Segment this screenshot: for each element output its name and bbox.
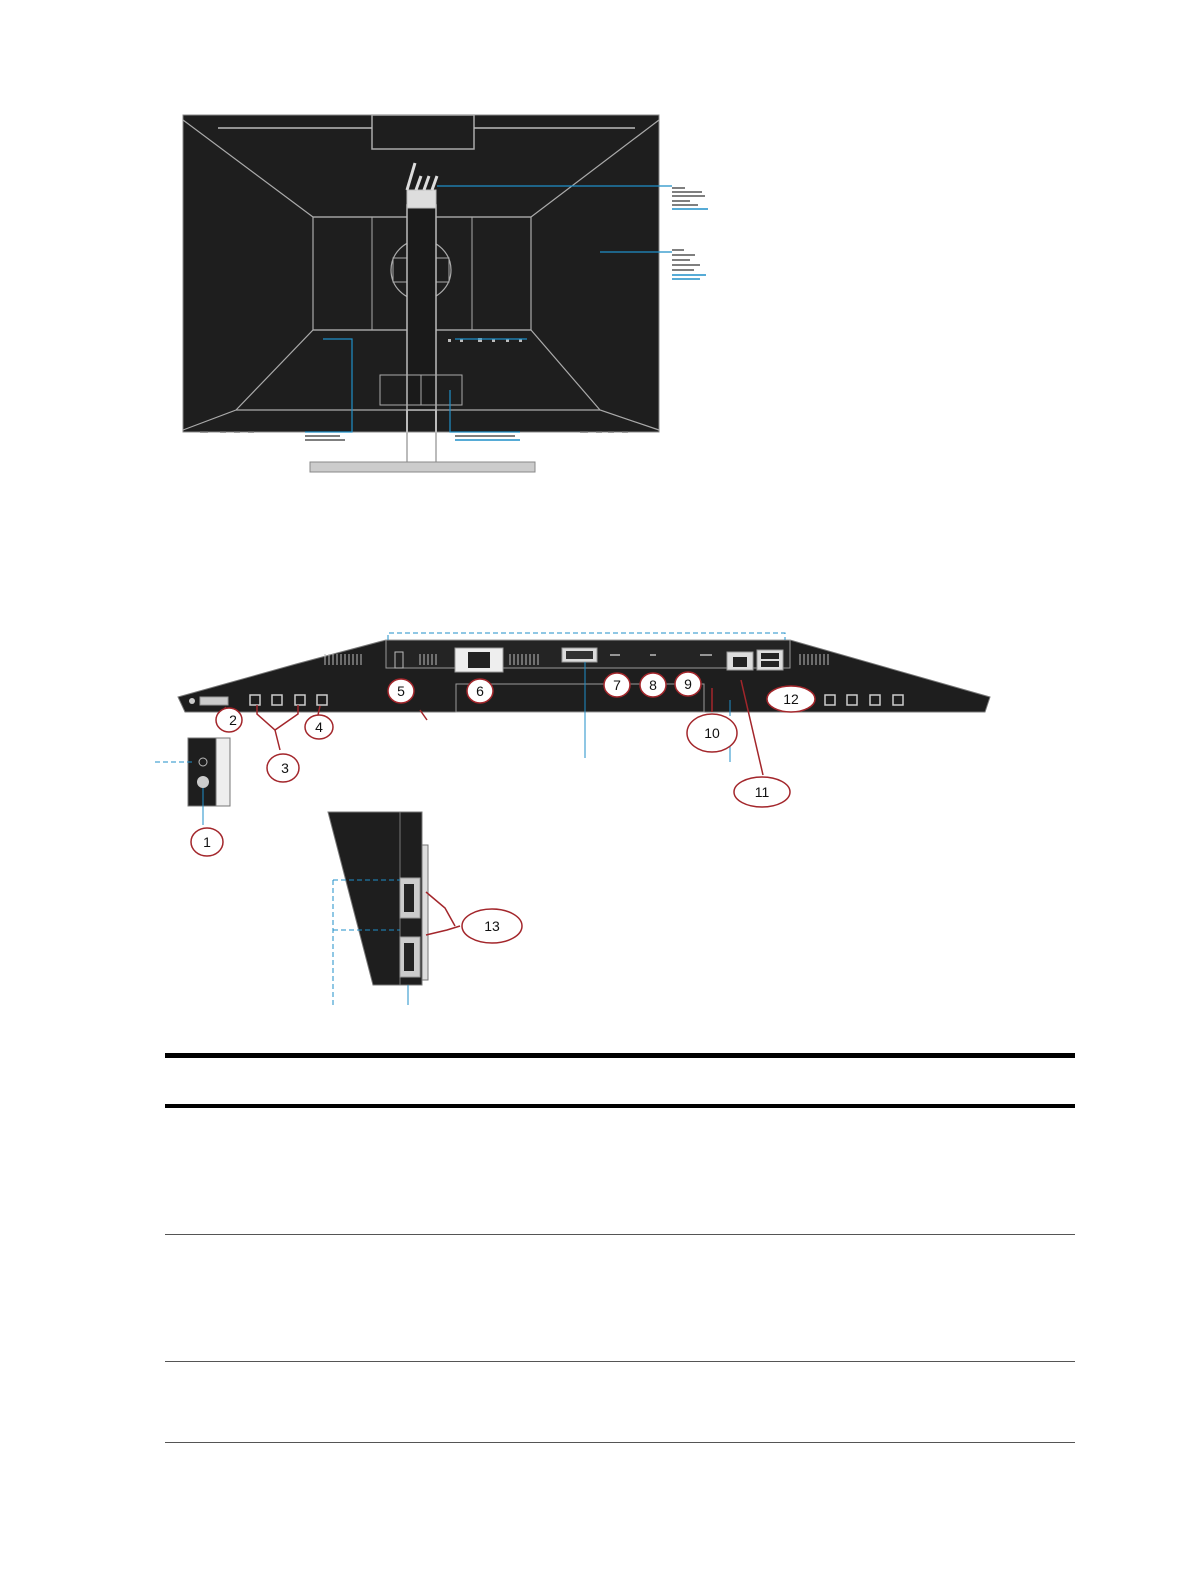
svg-text:12: 12	[783, 691, 799, 707]
side-usb-profile	[328, 812, 400, 985]
callout-3	[267, 754, 299, 782]
callout-2	[216, 708, 242, 732]
svg-text:1: 1	[203, 834, 211, 850]
table-bottom-rule	[165, 1442, 1075, 1443]
stand-base	[310, 462, 535, 472]
monitor-bottom-view-figure	[0, 600, 1190, 1020]
svg-text:6: 6	[476, 683, 484, 699]
red-leader-lines	[225, 680, 763, 935]
callout-11	[734, 777, 790, 807]
monitor-rear-view-figure	[0, 0, 1190, 500]
table-top-rule	[165, 1053, 1075, 1058]
svg-text:13: 13	[484, 918, 500, 934]
callout-10	[687, 714, 737, 752]
callout-12	[767, 686, 815, 712]
svg-text:2: 2	[229, 712, 237, 728]
table-row-divider	[165, 1234, 1075, 1235]
svg-text:4: 4	[315, 719, 323, 735]
callout-6	[467, 679, 493, 703]
callout-4	[305, 715, 333, 739]
callout-8	[640, 673, 666, 697]
callout-7	[604, 673, 630, 697]
svg-text:8: 8	[649, 677, 657, 693]
callout-9	[675, 672, 701, 696]
svg-text:7: 7	[613, 677, 621, 693]
callout-1	[191, 828, 223, 856]
joystick-slot	[200, 697, 228, 705]
callout-5	[388, 679, 414, 703]
callout-markers	[191, 672, 815, 943]
svg-text:3: 3	[281, 760, 289, 776]
svg-text:11: 11	[754, 784, 770, 800]
table-header-rule	[165, 1104, 1075, 1108]
svg-text:5: 5	[397, 683, 405, 699]
side-profile	[188, 738, 216, 806]
callout-13	[462, 909, 522, 943]
svg-text:9: 9	[684, 676, 692, 692]
svg-text:10: 10	[704, 725, 720, 741]
top-handle-notch	[372, 115, 474, 149]
table-row-divider	[165, 1361, 1075, 1362]
